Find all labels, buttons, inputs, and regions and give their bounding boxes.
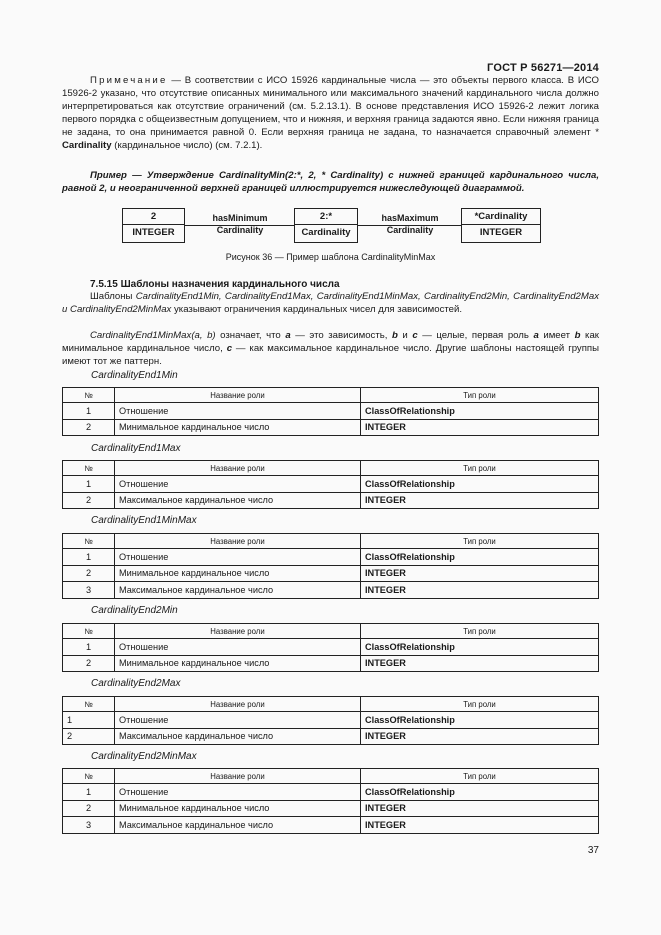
table-row: 2 Минимальное кардинальное число INTEGER — [63, 419, 599, 436]
roles-table — [62, 533, 599, 599]
roles-table — [62, 387, 599, 436]
table-row: 1 Отношение ClassOfRelationship — [63, 712, 599, 729]
note-label: Примечание — [90, 75, 168, 86]
table-row: 1 Отношение ClassOfRelationship — [63, 639, 599, 656]
section-paragraph-1: Шаблоны CardinalityEnd1Min, CardinalityEnd1Max, CardinalityEnd1MinMax, CardinalityEnd2Min, CardinalityEnd2Max и CardinalityEnd2MinMax указывают ограничения кардинальных чисел для зависимостей. — [62, 291, 599, 315]
table-label: CardinalityEnd1Min — [91, 370, 178, 381]
table-label: CardinalityEnd2Min — [91, 605, 178, 616]
diagram-relation-max: hasMaximum Cardinality — [381, 213, 439, 235]
table-row: 1 Отношение ClassOfRelationship — [63, 784, 599, 801]
table-row: 1 Отношение ClassOfRelationship — [63, 476, 599, 493]
table-row: 2 Минимальное кардинальное число INTEGER — [63, 565, 599, 582]
table-header-row: № Название роли Тип роли — [63, 534, 599, 549]
roles-table — [62, 768, 599, 834]
table-row: 3 Максимальное кардинальное число INTEGER — [63, 817, 599, 834]
table-row: 1 Отношение ClassOfRelationship — [63, 549, 599, 566]
figure-caption: Рисунок 36 — Пример шаблона CardinalityMinMax — [225, 252, 436, 262]
diagram-box-integer-min: 2 INTEGER — [122, 208, 185, 243]
table-header-row: № Название роли Тип роли — [63, 461, 599, 476]
section-heading: 7.5.15 Шаблоны назначения кардинального числа — [90, 279, 340, 290]
table-row: 2 Минимальное кардинальное число INTEGER — [63, 800, 599, 817]
table-label: CardinalityEnd2MinMax — [91, 751, 197, 762]
table-row: 2 Максимальное кардинальное число INTEGER — [63, 492, 599, 509]
note-paragraph: Примечание — В соответствии с ИСО 15926 кардинальные числа — это объекты первого класса. В ИСО 15926-2 указано, что отсутствие описанных минимального или максимального значений кардинального числа должно интерпретироваться как отсутствие ограничений (см. 5.2.13.1). В основе представления ИСО 15926-2 лежит логика первого порядка с общеизвестным допущением, что и нижняя, и верхняя граница задаются явно. Если нижняя граница не задана, то она принимается равной 0. Если верхняя граница не задана, то назначается справочный элемент * Cardinality (кардинальное число) (см. 7.2.1). — [62, 75, 599, 151]
table-header-row: № Название роли Тип роли — [63, 697, 599, 712]
table-row: 3 Максимальное кардинальное число INTEGER — [63, 582, 599, 599]
table-row: 1 Отношение ClassOfRelationship — [63, 403, 599, 420]
table-header-row: № Название роли Тип роли — [63, 769, 599, 784]
roles-table — [62, 460, 599, 509]
roles-table — [62, 623, 599, 672]
table-label: CardinalityEnd1MinMax — [91, 515, 197, 526]
table-row: 2 Минимальное кардинальное число INTEGER — [63, 655, 599, 672]
roles-table — [62, 696, 599, 745]
diagram-box-integer-max: *Cardinality INTEGER — [461, 208, 541, 243]
diagram-box-cardinality: 2:* Cardinality — [294, 208, 358, 243]
diagram-relation-min: hasMinimum Cardinality — [212, 213, 268, 235]
standard-header: ГОСТ Р 56271—2014 — [487, 62, 599, 74]
example-paragraph: Пример — Утверждение CardinalityMin(2:*, 2, * Cardinality) с нижней границей кардинального числа, равной 2, и неограниченной верхней границей иллюстрируется нижеследующей диаграммой. — [62, 170, 599, 194]
table-header-row: № Название роли Тип роли — [63, 624, 599, 639]
table-label: CardinalityEnd2Max — [91, 678, 181, 689]
table-label: CardinalityEnd1Max — [91, 443, 181, 454]
section-paragraph-2: CardinalityEnd1MinMax(a, b) означает, что a — это зависимость, b и c — целые, первая роль a имеет b как минимальное кардинальное число, c — как максимальное кардинальное число. Другие шаблоны настоящей группы имеют тот же паттерн. — [62, 330, 600, 367]
table-header-row: № Название роли Тип роли — [63, 388, 599, 403]
table-row: 2 Максимальное кардинальное число INTEGER — [63, 728, 599, 745]
page-number: 37 — [587, 845, 599, 856]
